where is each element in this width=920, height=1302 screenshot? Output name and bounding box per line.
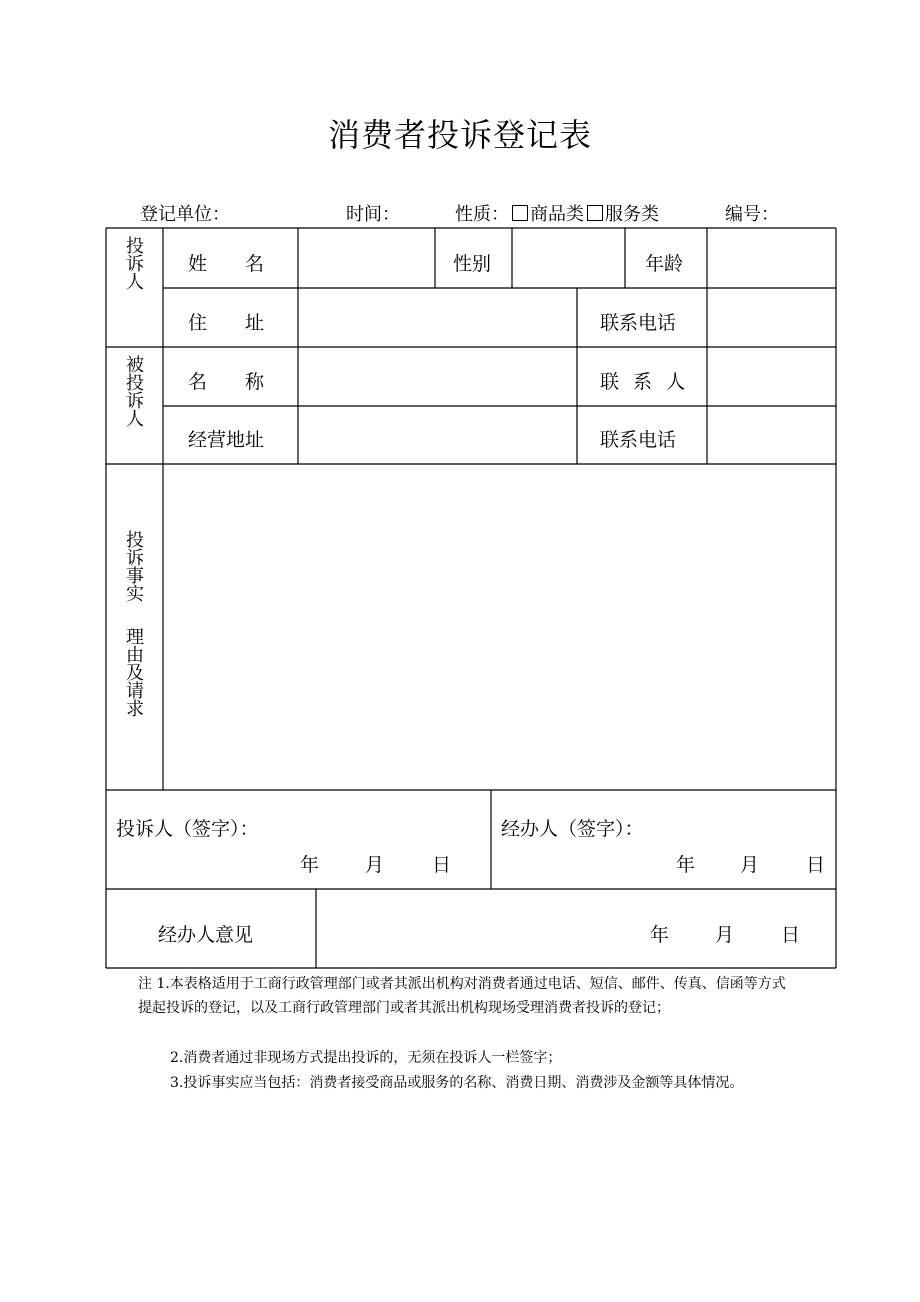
note-1: 注 1.本表格适用于工商行政管理部门或者其派出机构对消费者通过电话、短信、邮件、传真、信函等方式提起投诉的登记，以及工商行政管理部门或者其派出机构现场受理消费者投诉的登记； bbox=[138, 976, 786, 1016]
complainant-sign-year: 年 bbox=[300, 854, 320, 876]
opinion-day: 日 bbox=[781, 924, 801, 946]
note-3: 3.投诉事实应当包括：消费者接受商品或服务的名称、消费日期、消费涉及金额等具体情况。 bbox=[170, 1075, 744, 1091]
note-2: 2.消费者通过非现场方式提出投诉的，无须在投诉人一栏签字； bbox=[170, 1050, 562, 1066]
respondent-contact-label: 联 系 人 bbox=[600, 371, 690, 393]
age-label: 年龄 bbox=[645, 253, 684, 275]
time-label: 时间： bbox=[346, 204, 400, 225]
handler-sign-month: 月 bbox=[740, 854, 760, 876]
number-label: 编号： bbox=[725, 204, 779, 225]
facts-label-part1: 投诉事实 bbox=[123, 530, 144, 602]
respondent-section-label: 被投诉人 bbox=[123, 355, 144, 427]
opinion-month: 月 bbox=[715, 924, 735, 946]
complainant-sign-month: 月 bbox=[365, 854, 385, 876]
service-option-label: 服务类 bbox=[605, 204, 659, 225]
respondent-address-label: 经营地址 bbox=[188, 429, 265, 451]
complainant-sign-label: 投诉人（签字）： bbox=[116, 818, 259, 840]
handler-sign-day: 日 bbox=[806, 854, 826, 876]
complainant-section-label: 投诉人 bbox=[123, 236, 144, 290]
complainant-sign-day: 日 bbox=[432, 854, 452, 876]
complainant-phone-label: 联系电话 bbox=[600, 312, 677, 334]
facts-content-area[interactable] bbox=[164, 465, 835, 789]
opinion-label: 经办人意见 bbox=[158, 924, 254, 946]
respondent-phone-label: 联系电话 bbox=[600, 429, 677, 451]
complainant-address-label: 住 址 bbox=[188, 312, 265, 334]
gender-label: 性别 bbox=[453, 253, 492, 275]
complainant-name-label: 姓 名 bbox=[188, 253, 265, 275]
opinion-year: 年 bbox=[650, 924, 670, 946]
nature-label: 性质： bbox=[455, 204, 509, 225]
respondent-name-label: 名 称 bbox=[188, 371, 265, 393]
handler-sign-year: 年 bbox=[676, 854, 696, 876]
unit-label: 登记单位： bbox=[140, 204, 230, 225]
page-title: 消费者投诉登记表 bbox=[327, 116, 592, 154]
handler-sign-label: 经办人（签字）： bbox=[501, 818, 644, 840]
facts-label-part2: 理由及请求 bbox=[123, 627, 144, 717]
goods-option-label: 商品类 bbox=[530, 204, 584, 225]
